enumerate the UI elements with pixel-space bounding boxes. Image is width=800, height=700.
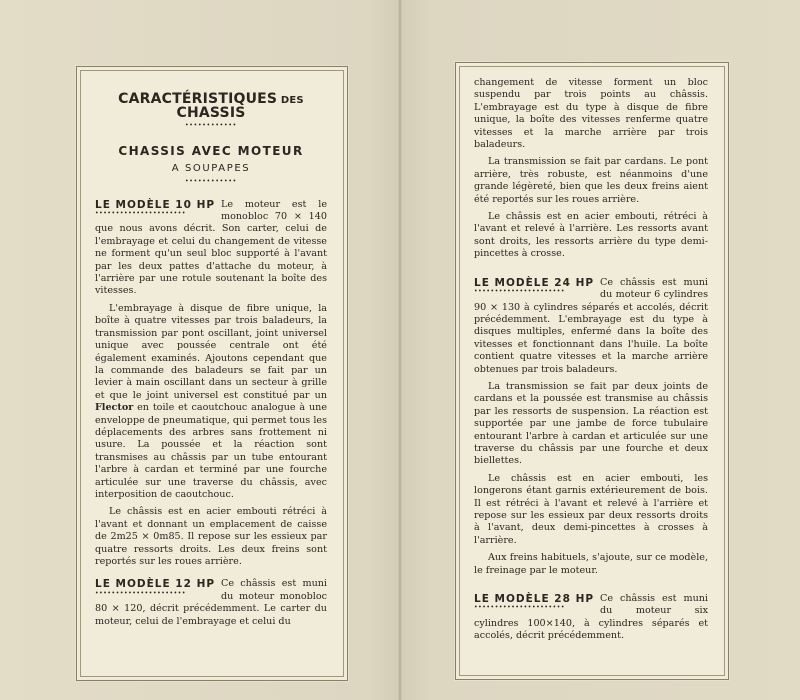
page-title (95, 93, 327, 120)
paragraph-freins-24: Aux freins habituels, s'ajoute, sur ce modèle, le freinage par le moteur. (474, 552, 708, 576)
model-28-dots: •••••••••••••••••••••• (474, 605, 566, 612)
title-des: DES (277, 95, 304, 106)
paragraph-transmission-12: La transmission se fait par cardans. Le pont arrière, très robuste, est néanmoins d'une grande légèreté, bien que les deux freins aient été reportés sur les roues arrière. (474, 156, 708, 205)
left-page (76, 66, 348, 681)
title-dots: •••••••••••• (184, 121, 238, 129)
model-28-label: LE MODÈLE 28 HP (474, 593, 595, 606)
section-title: CHASSIS AVEC MOTEUR (118, 143, 304, 158)
model-12-block (95, 578, 327, 628)
paragraph-embrayage-start: L'embrayage à disque de fibre unique, la boîte à quatre vitesses par trois baladeurs, la transmission par pont oscillant, joint universel unique avec poussée centrale ont été également examinés. Ajoutons cependant que la commande des baladeurs se fait par un levier à main oscillant dans un secteur à grille et que le joint universel est constitué par un (95, 302, 327, 401)
paragraph-chassis-24: Le châssis est en acier embouti, les longerons étant garnis extérieurement de bois. Il est rétréci à l'avant et relevé à l'arrière et repose sur les essieux par deux ressorts droits à l'avant, deux demi-pincettes à crosses à l'arrière. (474, 472, 708, 546)
paragraph-continued: changement de vitesse forment un bloc suspendu par trois points au châssis. L'embrayage est du type à disque de fibre unique, la boîte des vitesses renferme quatre vitesses et la marche arrière par trois baladeurs. (474, 77, 708, 151)
model-12-heading (95, 578, 216, 597)
model-28-block (474, 593, 708, 643)
left-page-content (95, 85, 327, 628)
model-24-block (474, 277, 708, 376)
right-page (455, 62, 729, 680)
title-chassis: CHASSIS (176, 105, 246, 122)
model-28-heading (474, 593, 595, 612)
model-12-label: LE MODÈLE 12 HP (95, 578, 216, 591)
model-10-block (95, 199, 327, 298)
model-12-text: Ce châssis est muni du moteur monobloc 80 × 120, décrit précédemment. Le carter du moteur, celui de l'embrayage et celui du (95, 578, 327, 627)
paragraph-transmission-24: La transmission se fait par deux joints de cardans et la poussée est transmise au châssis par les ressorts de suspension. La réaction est supportée par une jambe de force tubulaire entourant l'arbre à cardan et articulée sur une traverse du châssis par une fourche et deux biellettes. (474, 380, 708, 467)
model-28-text: Ce châssis est muni du moteur six cylindres 100×140, à cylindres séparés et accolés, décrit précédemment. (474, 593, 708, 642)
paragraph-chassis-10: Le châssis est en acier embouti rétréci à l'avant et donnant un emplacement de caisse de 2m25 × 0m85. Il repose sur les essieux par quatre ressorts droits. Les deux freins sont reportés sur les roues arrière. (95, 506, 327, 567)
model-10-heading (95, 198, 216, 218)
model-10-label: LE MODÈLE 10 HP (95, 198, 216, 211)
book-gutter (398, 0, 402, 700)
model-24-heading (474, 276, 595, 296)
section-subtitle: A SOUPAPES (171, 163, 251, 175)
model-24-text: Ce châssis est muni du moteur 6 cylindres 90 × 130 à cylindres séparés et accolés, décrit précédemment. L'embrayage est du type à disques multiples, enfermé dans la boîte des vitesses et fonctionnant dans l'huile. La boîte contient quatre vitesses et la marche arrière obtenues par trois baladeurs. (474, 276, 708, 375)
paragraph-embrayage-end: en toile et caoutchouc analogue à une enveloppe de pneumatique, qui permet tous les déplacements des arbres sans frottement ni usure. La poussée et la réaction sont transmises au châssis par un tube entourant l'arbre à cardan et terminé par une fourche articulée sur une traverse du châssis, avec interposition de caoutchouc. (95, 402, 327, 500)
model-10-dots: •••••••••••••••••••••• (95, 211, 187, 218)
model-12-dots: •••••••••••••••••••••• (95, 590, 187, 597)
model-24-label: LE MODÈLE 24 HP (474, 276, 595, 289)
title-main: CARACTÉRISTIQUES (118, 91, 278, 107)
paragraph-chassis-12: Le châssis est en acier embouti, rétréci à l'avant et relevé à l'arrière. Les ressorts avant sont droits, les ressorts arrière du type demi-pincettes à crosse. (474, 211, 708, 260)
model-24-dots: •••••••••••••••••••••• (474, 289, 566, 296)
right-page-content (474, 77, 708, 643)
model-10-text: Le moteur est le monobloc 70 × 140 que nous avons décrit. Son carter, celui de l'embrayage et celui du changement de vitesse ne forment qu'un seul bloc supporté à l'avant par les deux pattes d'attache du moteur, à l'arrière par une rotule soutenant la boîte des vitesses. (95, 198, 327, 297)
flector-term: Flector (95, 402, 134, 414)
section-dots: •••••••••••• (184, 177, 238, 185)
paragraph-embrayage (95, 303, 327, 502)
